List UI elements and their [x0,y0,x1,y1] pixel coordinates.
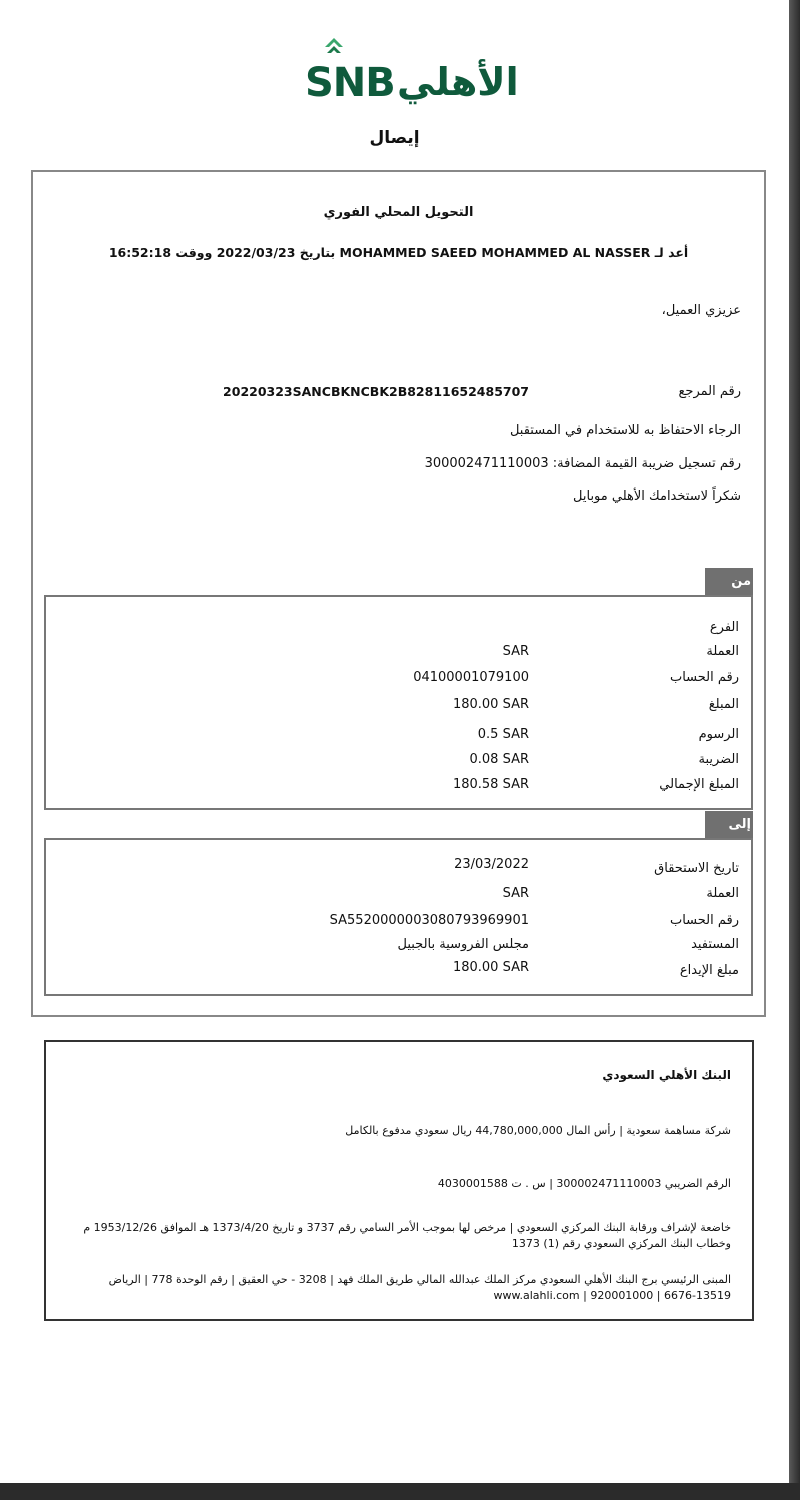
from-fees-value: 0.5 SAR [477,727,529,742]
reference-value: 20220323SANCBKNCBK2B82811652485707 [223,384,529,399]
to-account-label: رقم الحساب [669,913,739,928]
from-amount-value: 180.00 SAR [452,697,529,712]
footer-bank-name: البنك الأهلي السعودي [602,1068,731,1082]
prepared-for: أعد لـ MOHAMMED SAEED MOHAMMED AL NASSER بتاريخ 2022/03/23 ووقت 16:52:18 [108,245,689,260]
from-tax-label: الضريبة [698,752,739,767]
from-branch-label: الفرع [709,620,739,635]
from-currency-label: العملة [706,644,739,659]
to-tab: إلى [705,811,753,838]
footer-tax: الرقم الضريبي 300002471110003 | س . ت 4030001588 [437,1177,731,1190]
from-amount-label: المبلغ [708,697,739,712]
to-beneficiary-label: المستفيد [691,937,739,952]
to-due-date-value: 23/03/2022 [454,857,529,872]
transfer-title: التحويل المحلي الفوري [323,205,474,220]
vat-line: رقم تسجيل ضريبة القيمة المضافة: 300002471110003 [424,456,741,471]
footer-company: شركة مساهمة سعودية | رأس المال 44,780,000,000 ريال سعودي مدفوع بالكامل [345,1124,731,1137]
to-currency-label: العملة [706,886,739,901]
from-section [44,595,753,810]
from-account-label: رقم الحساب [669,670,739,685]
logo-latin: SNB [305,60,395,106]
from-tab: من [705,568,753,595]
to-deposit-label: مبلغ الإيداع [679,963,739,978]
keep-note: الرجاء الاحتفاظ به للاستخدام في المستقبل [509,423,741,438]
from-tax-value: 0.08 SAR [469,752,529,767]
from-currency-value: SAR [502,644,529,659]
from-account-value: 04100001079100 [413,670,529,685]
footer-supervision: خاضعة لإشراف ورقابة البنك المركزي السعودي | مرخص لها بموجب الأمر السامي رقم 3737 و تاريخ 1373/4/20 هـ الموافق 1953/12/26 م وخطاب البنك المركزي السعودي رقم (1) 1373 [83,1221,731,1250]
page-bottom-shadow [0,1483,800,1500]
footer-address: المبنى الرئيسي برج البنك الأهلي السعودي مركز الملك عبدالله المالي طريق الملك فهد | 3208 - حي العقيق | رقم الوحدة 778 | الرياض 13519-6676 | www.alahli.com | 920001000 [108,1273,731,1302]
reference-label: رقم المرجع [678,384,741,399]
to-account-value: SA5520000003080793969901 [329,913,529,928]
to-due-date-label: تاريخ الاستحقاق [654,861,739,876]
to-deposit-value: 180.00 SAR [452,960,529,975]
to-currency-value: SAR [502,886,529,901]
from-total-label: المبلغ الإجمالي [659,777,739,792]
receipt-title: إيصال [369,128,420,148]
snb-logo [305,38,519,106]
from-fees-label: الرسوم [698,727,739,742]
greeting: عزيزي العميل، [661,303,741,318]
page-edge-shadow [789,0,800,1500]
logo-arabic: الأهلي [397,60,519,104]
to-beneficiary-value: مجلس الفروسية بالجبيل [397,937,529,952]
thanks-line: شكراً لاستخدامك الأهلي موبايل [573,489,741,504]
from-total-value: 180.58 SAR [452,777,529,792]
